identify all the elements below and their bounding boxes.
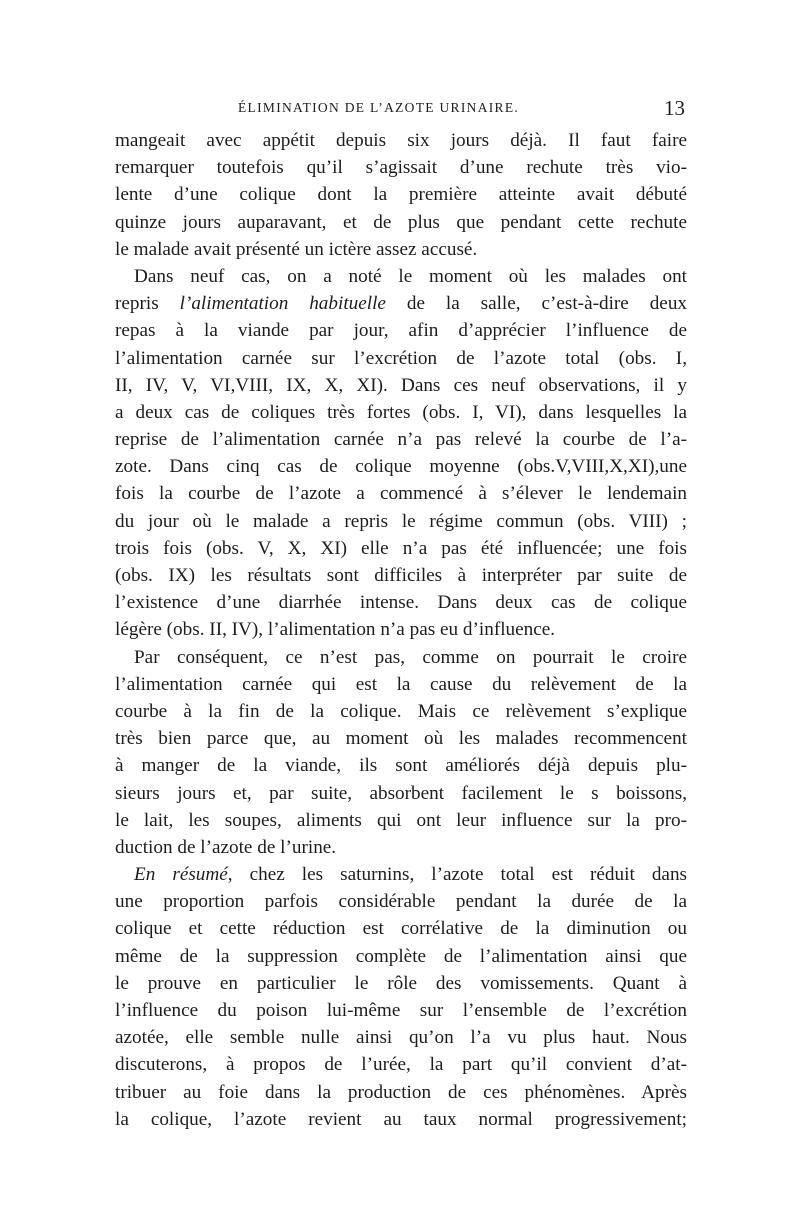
text-line: quinze jours auparavant, et de plus que pendant cette rechute bbox=[115, 211, 687, 233]
body-text bbox=[115, 127, 687, 1133]
text-line: à manger de la viande, ils sont améliorés déjà depuis plu- bbox=[115, 755, 687, 777]
text-line: courbe à la fin de la colique. Mais ce relèvement s’explique bbox=[115, 700, 687, 722]
paragraph bbox=[115, 127, 687, 263]
text-segment: de la salle, c’est-à-dire deux bbox=[385, 293, 688, 315]
page-number: 13 bbox=[664, 96, 685, 120]
text-line: lente d’une colique dont la première atteinte avait débuté bbox=[115, 184, 687, 206]
text-line: zote. Dans cinq cas de colique moyenne (obs.V,VIII,X,XI),une bbox=[115, 456, 687, 478]
text-line: la colique, l’azote revient au taux normal progressivement; bbox=[115, 1108, 687, 1130]
text-line: très bien parce que, au moment où les malades recommencent bbox=[115, 728, 687, 750]
running-title: ÉLIMINATION DE L’AZOTE URINAIRE. bbox=[238, 100, 520, 115]
text-line: l’influence du poison lui-même sur l’ensemble de l’excrétion bbox=[115, 1000, 687, 1021]
paragraph bbox=[115, 644, 687, 862]
text-line: remarquer toutefois qu’il s’agissait d’une rechute très vio- bbox=[115, 157, 687, 179]
italic-text: En résumé bbox=[134, 864, 228, 886]
italic-text: l’alimentation habituelle bbox=[179, 293, 386, 315]
text-line: Par conséquent, ce n’est pas, comme on pourrait le croire bbox=[134, 646, 687, 668]
text-line: Dans neuf cas, on a noté le moment où les malades ont bbox=[134, 265, 687, 287]
text-line: (obs. IX) les résultats sont difficiles à interpréter par suite de bbox=[115, 565, 687, 586]
text-line: duction de l’azote de l’urine. bbox=[115, 836, 337, 858]
running-head bbox=[115, 96, 687, 126]
text-line: le prouve en particulier le rôle des vomissements. Quant à bbox=[115, 972, 687, 994]
text-line: a deux cas de coliques très fortes (obs. I, VI), dans lesquelles la bbox=[115, 401, 687, 423]
text-line: l’alimentation carnée qui est la cause du relèvement de la bbox=[115, 673, 687, 695]
paragraph bbox=[115, 263, 687, 644]
text-line: discuterons, à propos de l’urée, la part qu’il convient d’at- bbox=[115, 1054, 687, 1076]
text-line: une proportion parfois considérable pendant la durée de la bbox=[115, 891, 687, 913]
text-line: même de la suppression complète de l’alimentation ainsi que bbox=[115, 945, 687, 967]
paragraph bbox=[115, 861, 687, 1133]
text-line: azotée, elle semble nulle ainsi qu’on l’a vu plus haut. Nous bbox=[115, 1027, 687, 1049]
text-line: l’alimentation carnée sur l’excrétion de l’azote total (obs. I, bbox=[115, 347, 687, 369]
text-line: repas à la viande par jour, afin d’apprécier l’influence de bbox=[115, 320, 687, 342]
text-line: reprise de l’alimentation carnée n’a pas relevé la courbe de l’a- bbox=[115, 429, 687, 451]
text-line: colique et cette réduction est corrélative de la diminution ou bbox=[115, 918, 687, 940]
text-line: II, IV, V, VI,VIII, IX, X, XI). Dans ces neuf observations, il y bbox=[115, 374, 687, 396]
text-line: mangeait avec appétit depuis six jours déjà. Il faut faire bbox=[115, 130, 687, 151]
text-line: légère (obs. II, IV), l’alimentation n’a pas eu d’influence. bbox=[115, 619, 556, 641]
text-line bbox=[115, 861, 687, 888]
text-line: trois fois (obs. V, X, XI) elle n’a pas été influencée; une fois bbox=[115, 537, 687, 559]
text-line: sieurs jours et, par suite, absorbent facilement le s boissons, bbox=[115, 782, 687, 804]
text-line: le malade avait présenté un ictère assez accusé. bbox=[115, 238, 478, 260]
text-line: le lait, les soupes, aliments qui ont leur influence sur la pro- bbox=[115, 809, 687, 831]
text-segment: , chez les saturnins, l’azote total est réduit dans bbox=[227, 864, 687, 886]
text-segment: repris bbox=[115, 293, 180, 315]
text-line: l’existence d’une diarrhée intense. Dans deux cas de colique bbox=[115, 592, 687, 614]
text-line: tribuer au foie dans la production de ces phénomènes. Après bbox=[115, 1081, 687, 1103]
text-line: du jour où le malade a repris le régime commun (obs. VIII) ; bbox=[115, 510, 687, 532]
text-line bbox=[115, 290, 687, 317]
text-line: fois la courbe de l’azote a commencé à s’élever le lendemain bbox=[115, 483, 687, 505]
